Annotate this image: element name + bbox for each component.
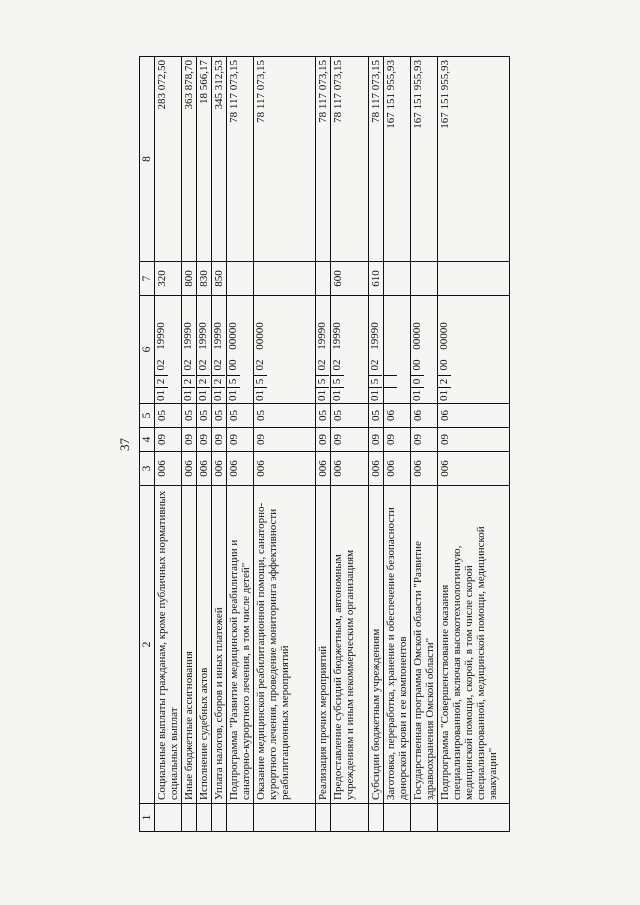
cell-subsection: 05 xyxy=(316,404,331,428)
cell-target-article xyxy=(331,296,369,404)
event-code: 00 xyxy=(411,359,423,371)
program-code: 01 xyxy=(331,387,344,403)
program-code: 01 xyxy=(182,387,195,403)
cell-admin-code: 006 xyxy=(316,452,331,486)
col-header-2: 2 xyxy=(140,486,155,804)
cell-amount: 363 878,70 xyxy=(182,57,197,262)
cell-col1 xyxy=(182,804,197,832)
event-code: 00 xyxy=(438,359,450,371)
cell-description: Иные бюджетные ассигнования xyxy=(182,486,197,804)
col-header-3: 3 xyxy=(140,452,155,486)
cell-admin-code: 006 xyxy=(331,452,369,486)
table-row xyxy=(369,57,384,832)
table-row xyxy=(227,57,254,832)
event-code: 02 xyxy=(212,359,224,371)
cell-col1 xyxy=(254,804,316,832)
table-row xyxy=(316,57,331,832)
direction-code xyxy=(384,317,397,355)
subprogram-code: 2 xyxy=(197,375,210,387)
cell-subsection: 05 xyxy=(155,404,182,428)
subprogram-code: 5 xyxy=(369,375,382,387)
header-row xyxy=(140,57,155,832)
cell-description: Подпрограмма "Совершенствование оказания специализированной, включая высокотехнологичную, медицинской помощи, скорой, в том числе скорой специализированной, медицинской помощи, медицинской эвакуации" xyxy=(438,486,510,804)
col-header-1: 1 xyxy=(140,804,155,832)
cell-amount: 78 117 073,15 xyxy=(369,57,384,262)
cell-amount: 78 117 073,15 xyxy=(227,57,254,262)
table-row xyxy=(212,57,227,832)
cell-admin-code: 006 xyxy=(369,452,384,486)
direction-code: 00000 xyxy=(411,322,423,350)
cell-target-article xyxy=(155,296,182,404)
cell-expense-type: 610 xyxy=(369,262,384,296)
subprogram-code: 2 xyxy=(438,375,451,387)
cell-col1 xyxy=(331,804,369,832)
program-code: 01 xyxy=(227,387,240,403)
cell-subsection: 06 xyxy=(411,404,438,428)
cell-section: 09 xyxy=(227,428,254,452)
cell-description: Уплата налогов, сборов и иных платежей xyxy=(212,486,227,804)
subprogram-code: 0 xyxy=(411,375,424,387)
col-header-6: 6 xyxy=(140,296,155,404)
program-code: 01 xyxy=(438,387,451,403)
table-row xyxy=(155,57,182,832)
direction-code: 19990 xyxy=(331,322,343,350)
program-code: 01 xyxy=(254,387,267,403)
event-code: 02 xyxy=(331,359,343,371)
cell-target-article xyxy=(369,296,384,404)
cell-subsection: 05 xyxy=(369,404,384,428)
cell-description: Заготовка, переработка, хранение и обеспечение безопасности донорской крови и ее компонентов xyxy=(384,486,411,804)
direction-code: 19990 xyxy=(197,322,209,350)
cell-col1 xyxy=(411,804,438,832)
cell-subsection: 05 xyxy=(227,404,254,428)
cell-col1 xyxy=(227,804,254,832)
cell-expense-type xyxy=(316,262,331,296)
cell-expense-type: 850 xyxy=(212,262,227,296)
subprogram-code: 2 xyxy=(155,375,168,387)
cell-amount: 78 117 073,15 xyxy=(316,57,331,262)
subprogram-code: 2 xyxy=(212,375,225,387)
cell-section: 09 xyxy=(438,428,510,452)
cell-admin-code: 006 xyxy=(155,452,182,486)
event-code: 02 xyxy=(197,359,209,371)
table-row xyxy=(331,57,369,832)
event-code: 00 xyxy=(227,359,239,371)
cell-admin-code: 006 xyxy=(212,452,227,486)
event-code: 02 xyxy=(369,359,381,371)
table-row xyxy=(254,57,316,832)
budget-table xyxy=(139,56,510,832)
program-code: 01 xyxy=(155,387,168,403)
cell-target-article xyxy=(197,296,212,404)
event-code: 02 xyxy=(316,359,328,371)
cell-section: 09 xyxy=(182,428,197,452)
event-code xyxy=(384,355,397,375)
subprogram-code: 5 xyxy=(316,375,329,387)
direction-code: 19990 xyxy=(155,322,167,350)
subprogram-code: 5 xyxy=(227,375,240,387)
cell-admin-code: 006 xyxy=(438,452,510,486)
direction-code: 19990 xyxy=(316,322,328,350)
cell-expense-type: 320 xyxy=(155,262,182,296)
table-row xyxy=(411,57,438,832)
program-code: 01 xyxy=(197,387,210,403)
cell-col1 xyxy=(197,804,212,832)
cell-col1 xyxy=(316,804,331,832)
cell-subsection: 06 xyxy=(438,404,510,428)
col-header-8: 8 xyxy=(140,57,155,262)
cell-target-article xyxy=(384,296,411,404)
subprogram-code xyxy=(384,375,397,387)
direction-code: 00000 xyxy=(254,322,266,350)
cell-admin-code: 006 xyxy=(411,452,438,486)
cell-admin-code: 006 xyxy=(384,452,411,486)
event-code: 02 xyxy=(155,359,167,371)
cell-col1 xyxy=(438,804,510,832)
table-body xyxy=(155,57,510,832)
cell-amount: 283 072,50 xyxy=(155,57,182,262)
cell-section: 09 xyxy=(411,428,438,452)
col-header-4: 4 xyxy=(140,428,155,452)
cell-expense-type xyxy=(384,262,411,296)
cell-description: Социальные выплаты гражданам, кроме публичных нормативных социальных выплат xyxy=(155,486,182,804)
direction-code: 00000 xyxy=(438,322,450,350)
cell-amount: 78 117 073,15 xyxy=(331,57,369,262)
subprogram-code: 5 xyxy=(254,375,267,387)
cell-expense-type xyxy=(227,262,254,296)
direction-code: 00000 xyxy=(227,322,239,350)
cell-description: Оказание медицинской реабилитационной помощи, санаторно-курортного лечения, проведение мониторинга эффективности реабилитационных мероприятий xyxy=(254,486,316,804)
table-row xyxy=(197,57,212,832)
program-code: 01 xyxy=(369,387,382,403)
cell-target-article xyxy=(212,296,227,404)
cell-description: Субсидии бюджетным учреждениям xyxy=(369,486,384,804)
cell-section: 09 xyxy=(212,428,227,452)
cell-amount: 167 151 955,93 xyxy=(384,57,411,262)
cell-expense-type xyxy=(254,262,316,296)
cell-amount: 167 151 955,93 xyxy=(411,57,438,262)
cell-expense-type xyxy=(411,262,438,296)
cell-target-article xyxy=(411,296,438,404)
cell-col1 xyxy=(384,804,411,832)
table-row xyxy=(182,57,197,832)
cell-target-article xyxy=(438,296,510,404)
cell-expense-type: 600 xyxy=(331,262,369,296)
program-code xyxy=(384,387,397,403)
cell-admin-code: 006 xyxy=(254,452,316,486)
cell-section: 09 xyxy=(331,428,369,452)
cell-amount: 345 312,53 xyxy=(212,57,227,262)
program-code: 01 xyxy=(212,387,225,403)
subprogram-code: 2 xyxy=(182,375,195,387)
cell-expense-type xyxy=(438,262,510,296)
cell-subsection: 05 xyxy=(331,404,369,428)
cell-section: 09 xyxy=(197,428,212,452)
cell-target-article xyxy=(254,296,316,404)
cell-subsection: 05 xyxy=(254,404,316,428)
cell-amount: 18 566,17 xyxy=(197,57,212,262)
direction-code: 19990 xyxy=(182,322,194,350)
cell-description: Подпрограмма "Развитие медицинской реабилитации и санаторно-курортного лечения, в том числе детей" xyxy=(227,486,254,804)
cell-description: Государственная программа Омской области "Развитие здравоохранения Омской области" xyxy=(411,486,438,804)
cell-amount: 78 117 073,15 xyxy=(254,57,316,262)
cell-subsection: 05 xyxy=(197,404,212,428)
cell-section: 09 xyxy=(369,428,384,452)
col-header-5: 5 xyxy=(140,404,155,428)
cell-col1 xyxy=(369,804,384,832)
cell-expense-type: 800 xyxy=(182,262,197,296)
cell-col1 xyxy=(155,804,182,832)
cell-subsection: 06 xyxy=(384,404,411,428)
rotated-content xyxy=(113,57,543,832)
cell-description: Исполнение судебных актов xyxy=(197,486,212,804)
cell-target-article xyxy=(316,296,331,404)
event-code: 02 xyxy=(254,359,266,371)
cell-description: Реализация прочих мероприятий xyxy=(316,486,331,804)
event-code: 02 xyxy=(182,359,194,371)
direction-code: 19990 xyxy=(212,322,224,350)
page-number: 37 xyxy=(117,438,132,451)
program-code: 01 xyxy=(316,387,329,403)
cell-subsection: 05 xyxy=(212,404,227,428)
cell-section: 09 xyxy=(384,428,411,452)
program-code: 01 xyxy=(411,387,424,403)
cell-expense-type: 830 xyxy=(197,262,212,296)
cell-amount: 167 151 955,93 xyxy=(438,57,510,262)
cell-target-article xyxy=(227,296,254,404)
cell-admin-code: 006 xyxy=(182,452,197,486)
cell-col1 xyxy=(212,804,227,832)
table-row xyxy=(438,57,510,832)
col-header-7: 7 xyxy=(140,262,155,296)
subprogram-code: 5 xyxy=(331,375,344,387)
cell-target-article xyxy=(182,296,197,404)
cell-description: Предоставление субсидий бюджетным, автономным учреждениям и иным некоммерческим организациям xyxy=(331,486,369,804)
cell-subsection: 05 xyxy=(182,404,197,428)
cell-section: 09 xyxy=(155,428,182,452)
cell-section: 09 xyxy=(316,428,331,452)
direction-code: 19990 xyxy=(369,322,381,350)
cell-admin-code: 006 xyxy=(227,452,254,486)
cell-section: 09 xyxy=(254,428,316,452)
cell-admin-code: 006 xyxy=(197,452,212,486)
table-row xyxy=(384,57,411,832)
